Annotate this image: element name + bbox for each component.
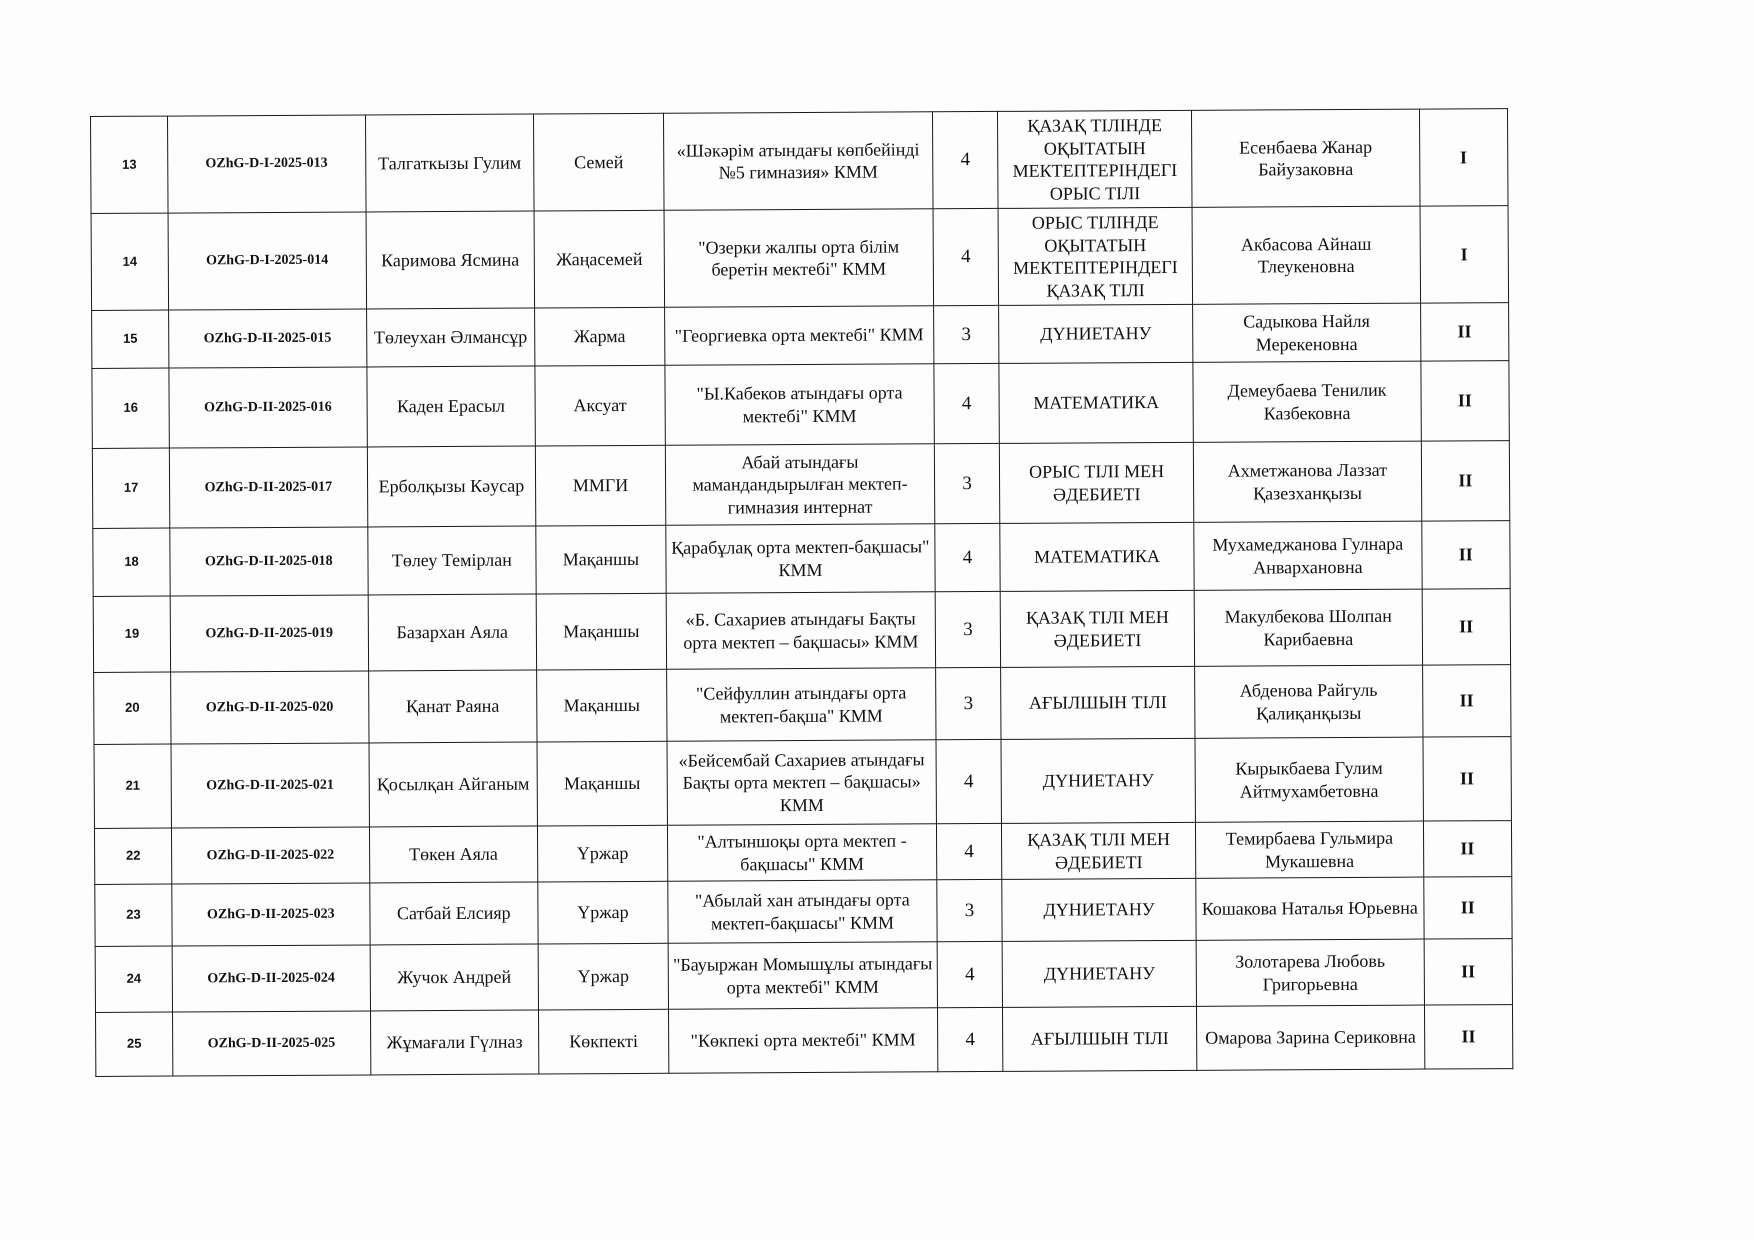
table-row: [91, 206, 1509, 311]
subject: АҒЫЛШЫН ТІЛІ: [1002, 1006, 1197, 1071]
grade: 4: [934, 363, 999, 443]
participant-name: Қосылқан Айганым: [369, 742, 538, 827]
grade: 4: [933, 111, 998, 208]
grade: 3: [937, 879, 1002, 941]
subject: ДҮНИЕТАНУ: [1002, 878, 1197, 941]
row-number: 16: [92, 368, 170, 448]
table-row: [95, 877, 1512, 947]
school: "Алтыншоқы орта мектеп - бақшасы" КММ: [667, 824, 937, 882]
grade: 3: [936, 667, 1001, 739]
district: Жаңасемей: [534, 210, 664, 308]
teacher: Золотарева Любовь Григорьевна: [1196, 939, 1424, 1006]
degree: I: [1420, 206, 1509, 303]
participant-name: Каримова Ясмина: [366, 211, 535, 309]
grade: 4: [936, 739, 1001, 823]
table-row: [92, 361, 1509, 449]
table-row: [91, 109, 1509, 214]
table-row: [94, 737, 1511, 829]
row-number: 23: [95, 884, 172, 946]
table-row: [95, 939, 1512, 1013]
district: Жарма: [535, 307, 665, 366]
teacher: Ахметжанова Лаззат Қазезханқызы: [1194, 441, 1422, 522]
participant-name: Каден Ерасыл: [366, 366, 535, 447]
teacher: Кошакова Наталья Юрьевна: [1196, 877, 1424, 940]
teacher: Макулбекова Шолпан Карибаевна: [1194, 589, 1422, 666]
school: «Б. Сахариев атындағы Бақты орта мектеп – бақшасы» КММ: [666, 592, 936, 670]
teacher: Демеубаева Тенилик Казбековна: [1193, 361, 1421, 442]
district: Көкпекті: [539, 1009, 669, 1074]
grade: 4: [933, 208, 998, 305]
row-number: 20: [94, 672, 172, 744]
district: Мақаншы: [536, 593, 666, 670]
subject: ДҮНИЕТАНУ: [1002, 940, 1197, 1007]
school: "Бауыржан Момышұлы атындағы орта мектебі" КММ: [668, 942, 938, 1010]
grade: 3: [934, 443, 999, 523]
table-row: [94, 665, 1511, 745]
school: Қарабұлақ орта мектеп-бақшасы" КММ: [666, 524, 936, 594]
subject: ҚАЗАҚ ТІЛІНДЕ ОҚЫТАТЫН МЕКТЕПТЕРІНДЕГІ ОРЫС ТІЛІ: [997, 110, 1192, 208]
row-number: 24: [95, 946, 172, 1012]
participant-name: Қанат Раяна: [368, 670, 537, 743]
degree: II: [1421, 521, 1510, 589]
subject: ОРЫС ТІЛІ МЕН ӘДЕБИЕТІ: [999, 442, 1194, 523]
teacher: Садыкова Найля Мерекеновна: [1193, 303, 1421, 362]
teacher: Темирбаева Гульмира Мукашевна: [1196, 821, 1424, 878]
row-number: 18: [93, 528, 170, 596]
degree: I: [1419, 109, 1508, 206]
district: Үржар: [538, 825, 668, 882]
row-number: 13: [91, 116, 169, 213]
participant-code: OZhG-D-I-2025-013: [168, 115, 366, 213]
table-row: [96, 1005, 1513, 1077]
participant-code: OZhG-D-II-2025-017: [169, 447, 367, 528]
participant-code: OZhG-D-I-2025-014: [168, 212, 366, 310]
school: "Көкпекі орта мектебі" КММ: [668, 1008, 938, 1074]
table-row: [93, 589, 1510, 673]
table-row: [94, 821, 1511, 885]
degree: II: [1420, 361, 1509, 441]
participant-code: OZhG-D-II-2025-018: [170, 527, 368, 596]
school: "Ы.Кабеков атындағы орта мектебі" КММ: [665, 364, 935, 446]
school: "Озерки жалпы орта білім беретін мектебі" КММ: [664, 209, 934, 308]
degree: II: [1421, 441, 1510, 521]
row-number: 14: [91, 213, 169, 310]
winners-table: [90, 108, 1513, 1077]
row-number: 22: [94, 828, 171, 884]
district: Мақаншы: [537, 741, 667, 826]
table-row: [93, 521, 1510, 597]
participant-name: Жұмағали Гүлназ: [370, 1010, 539, 1075]
degree: II: [1423, 877, 1512, 939]
degree: II: [1422, 665, 1511, 737]
participant-code: OZhG-D-II-2025-025: [173, 1011, 371, 1076]
grade: 4: [938, 1007, 1003, 1071]
subject: ҚАЗАҚ ТІЛІ МЕН ӘДЕБИЕТІ: [1001, 822, 1196, 879]
participant-name: Жучок Андрей: [370, 944, 539, 1011]
teacher: Акбасова Айнаш Тлеукеновна: [1192, 206, 1420, 304]
subject: АҒЫЛШЫН ТІЛІ: [1001, 666, 1196, 739]
district: Үржар: [538, 881, 668, 944]
school: «Бейсембай Сахариев атындағы Бақты орта мектеп – бақшасы» КММ: [667, 740, 937, 826]
teacher: Кырыкбаева Гулим Айтмухамбетовна: [1195, 737, 1423, 822]
row-number: 25: [96, 1012, 173, 1076]
participant-code: OZhG-D-II-2025-019: [170, 595, 368, 672]
participant-code: OZhG-D-II-2025-024: [172, 945, 370, 1012]
degree: II: [1424, 1005, 1513, 1069]
row-number: 17: [92, 448, 170, 528]
participant-name: Талгаткызы Гулим: [365, 114, 534, 212]
participant-name: Ерболқызы Кәусар: [367, 446, 536, 527]
district: Мақаншы: [537, 669, 667, 742]
degree: II: [1420, 303, 1509, 361]
participant-name: Базархан Аяла: [368, 594, 537, 671]
subject: ОРЫС ТІЛІНДЕ ОҚЫТАТЫН МЕКТЕПТЕРІНДЕГІ ҚАЗАҚ ТІЛІ: [998, 207, 1193, 305]
school: "Абылай хан атындағы орта мектеп-бақшасы" КММ: [668, 880, 938, 944]
subject: ДҮНИЕТАНУ: [998, 304, 1193, 363]
participant-code: OZhG-D-II-2025-022: [172, 827, 370, 884]
district: Үржар: [538, 943, 668, 1010]
grade: 4: [937, 823, 1002, 879]
row-number: 19: [93, 596, 171, 672]
grade: 4: [935, 523, 1000, 591]
subject: ДҮНИЕТАНУ: [1001, 738, 1196, 823]
degree: II: [1422, 589, 1511, 665]
participant-name: Төкен Аяла: [369, 826, 538, 883]
teacher: Абденова Райгуль Қалиқанқызы: [1195, 665, 1423, 738]
degree: II: [1423, 737, 1512, 821]
grade: 4: [937, 941, 1002, 1007]
school: Абай атындағы мамандандырылған мектеп-гимназия интернат: [665, 444, 935, 526]
row-number: 21: [94, 744, 172, 828]
school: "Сейфуллин атындағы орта мектеп-бақша" КММ: [666, 668, 936, 742]
subject: ҚАЗАҚ ТІЛІ МЕН ӘДЕБИЕТІ: [1000, 590, 1195, 667]
degree: II: [1424, 939, 1513, 1005]
grade: 3: [935, 591, 1000, 667]
grade: 3: [934, 305, 999, 363]
participant-name: Сатбай Елсияр: [369, 882, 538, 945]
participant-code: OZhG-D-II-2025-021: [171, 743, 369, 828]
school: «Шәкәрім атындағы көпбейінді №5 гимназия» КММ: [663, 112, 933, 211]
degree: II: [1423, 821, 1512, 877]
subject: МАТЕМАТИКА: [1000, 522, 1195, 591]
participant-code: OZhG-D-II-2025-015: [169, 309, 367, 368]
district: ММГИ: [536, 445, 666, 526]
school: "Георгиевка орта мектебі" КММ: [664, 306, 934, 366]
teacher: Омарова Зарина Сериковна: [1197, 1005, 1425, 1070]
subject: МАТЕМАТИКА: [999, 362, 1194, 443]
participant-code: OZhG-D-II-2025-016: [169, 367, 367, 448]
table-body: [91, 109, 1513, 1077]
row-number: 15: [92, 310, 169, 368]
table-row: [92, 441, 1509, 529]
participant-code: OZhG-D-II-2025-023: [172, 883, 370, 946]
table-row: [92, 303, 1509, 369]
district: Аксуат: [535, 365, 665, 446]
participant-code: OZhG-D-II-2025-020: [171, 671, 369, 744]
district: Мақаншы: [536, 525, 666, 594]
participant-name: Төлеухан Әлмансұр: [366, 308, 535, 367]
district: Семей: [534, 113, 664, 211]
participant-name: Төлеу Темірлан: [367, 526, 536, 595]
teacher: Есенбаева Жанар Байузаковна: [1192, 109, 1420, 207]
teacher: Мухамеджанова Гулнара Анвархановна: [1194, 521, 1422, 590]
